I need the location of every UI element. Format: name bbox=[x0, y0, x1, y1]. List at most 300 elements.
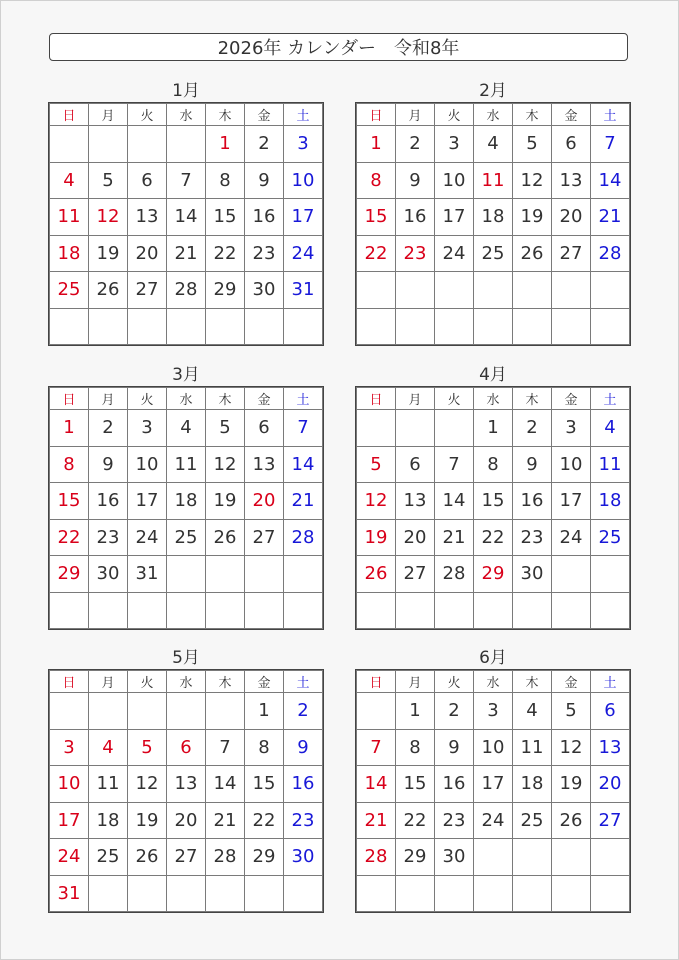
weekday-header: 土 bbox=[591, 104, 630, 126]
day-cell: 14 bbox=[357, 766, 396, 803]
day-cell: 19 bbox=[206, 483, 245, 520]
day-cell: 11 bbox=[50, 199, 89, 236]
week-row bbox=[50, 308, 323, 345]
month-title: 5月 bbox=[172, 648, 200, 668]
day-cell: 27 bbox=[591, 802, 630, 839]
day-cell bbox=[167, 693, 206, 730]
day-cell: 25 bbox=[167, 519, 206, 556]
day-cell bbox=[513, 272, 552, 309]
day-cell: 21 bbox=[167, 235, 206, 272]
day-cell: 5 bbox=[128, 729, 167, 766]
day-cell: 21 bbox=[284, 483, 323, 520]
day-cell: 19 bbox=[89, 235, 128, 272]
day-cell bbox=[128, 126, 167, 163]
day-cell bbox=[284, 592, 323, 629]
day-cell: 6 bbox=[167, 729, 206, 766]
weekday-header: 月 bbox=[89, 671, 128, 693]
month-title: 3月 bbox=[172, 365, 200, 385]
day-cell: 1 bbox=[50, 410, 89, 447]
weekday-header: 木 bbox=[206, 388, 245, 410]
day-cell: 27 bbox=[552, 235, 591, 272]
day-cell: 28 bbox=[206, 839, 245, 876]
day-cell bbox=[245, 308, 284, 345]
day-cell: 3 bbox=[435, 126, 474, 163]
weekday-header-row bbox=[357, 104, 630, 126]
day-cell: 2 bbox=[513, 410, 552, 447]
weekday-header: 火 bbox=[435, 104, 474, 126]
weekday-header: 水 bbox=[167, 104, 206, 126]
weekday-header: 土 bbox=[591, 388, 630, 410]
weekday-header: 木 bbox=[206, 671, 245, 693]
month-title: 4月 bbox=[479, 365, 507, 385]
day-cell: 4 bbox=[474, 126, 513, 163]
day-cell bbox=[396, 308, 435, 345]
day-cell bbox=[396, 410, 435, 447]
day-cell: 10 bbox=[435, 162, 474, 199]
day-cell: 21 bbox=[435, 519, 474, 556]
day-cell bbox=[474, 272, 513, 309]
weekday-header: 木 bbox=[513, 671, 552, 693]
weekday-header: 日 bbox=[357, 104, 396, 126]
day-cell: 1 bbox=[357, 126, 396, 163]
week-row bbox=[50, 729, 323, 766]
month-table bbox=[49, 387, 323, 629]
day-cell bbox=[167, 126, 206, 163]
day-cell: 9 bbox=[89, 446, 128, 483]
day-cell: 30 bbox=[513, 556, 552, 593]
day-cell: 2 bbox=[245, 126, 284, 163]
day-cell bbox=[474, 592, 513, 629]
day-cell: 2 bbox=[284, 693, 323, 730]
day-cell: 18 bbox=[513, 766, 552, 803]
day-cell: 8 bbox=[50, 446, 89, 483]
day-cell: 28 bbox=[357, 839, 396, 876]
day-cell: 6 bbox=[245, 410, 284, 447]
day-cell: 31 bbox=[284, 272, 323, 309]
day-cell: 11 bbox=[474, 162, 513, 199]
day-cell bbox=[435, 875, 474, 912]
weekday-header: 金 bbox=[245, 104, 284, 126]
day-cell: 19 bbox=[357, 519, 396, 556]
day-cell bbox=[89, 875, 128, 912]
week-row bbox=[357, 556, 630, 593]
day-cell: 12 bbox=[128, 766, 167, 803]
day-cell bbox=[435, 592, 474, 629]
day-cell: 13 bbox=[396, 483, 435, 520]
day-cell bbox=[167, 556, 206, 593]
day-cell: 15 bbox=[357, 199, 396, 236]
week-row bbox=[357, 235, 630, 272]
day-cell: 10 bbox=[474, 729, 513, 766]
day-cell: 4 bbox=[89, 729, 128, 766]
day-cell bbox=[50, 126, 89, 163]
day-cell: 16 bbox=[513, 483, 552, 520]
day-cell: 26 bbox=[552, 802, 591, 839]
day-cell bbox=[357, 592, 396, 629]
day-cell: 20 bbox=[245, 483, 284, 520]
day-cell: 23 bbox=[435, 802, 474, 839]
day-cell: 22 bbox=[50, 519, 89, 556]
day-cell bbox=[591, 592, 630, 629]
day-cell: 14 bbox=[284, 446, 323, 483]
day-cell bbox=[474, 839, 513, 876]
day-cell: 29 bbox=[396, 839, 435, 876]
day-cell: 13 bbox=[128, 199, 167, 236]
day-cell: 18 bbox=[474, 199, 513, 236]
day-cell: 29 bbox=[206, 272, 245, 309]
week-row bbox=[50, 519, 323, 556]
day-cell: 17 bbox=[50, 802, 89, 839]
day-cell: 8 bbox=[206, 162, 245, 199]
day-cell: 8 bbox=[474, 446, 513, 483]
day-cell bbox=[513, 875, 552, 912]
weekday-header-row bbox=[50, 671, 323, 693]
day-cell: 16 bbox=[396, 199, 435, 236]
week-row bbox=[357, 839, 630, 876]
day-cell: 18 bbox=[167, 483, 206, 520]
day-cell: 1 bbox=[206, 126, 245, 163]
day-cell: 26 bbox=[206, 519, 245, 556]
day-cell bbox=[167, 592, 206, 629]
weekday-header: 月 bbox=[89, 104, 128, 126]
day-cell: 15 bbox=[206, 199, 245, 236]
day-cell bbox=[513, 308, 552, 345]
day-cell bbox=[245, 875, 284, 912]
day-cell: 17 bbox=[435, 199, 474, 236]
day-cell: 25 bbox=[89, 839, 128, 876]
day-cell: 5 bbox=[89, 162, 128, 199]
day-cell bbox=[357, 410, 396, 447]
weekday-header: 金 bbox=[552, 671, 591, 693]
day-cell bbox=[128, 875, 167, 912]
day-cell: 26 bbox=[513, 235, 552, 272]
day-cell: 3 bbox=[128, 410, 167, 447]
day-cell bbox=[396, 272, 435, 309]
day-cell: 5 bbox=[206, 410, 245, 447]
day-cell: 12 bbox=[552, 729, 591, 766]
weekday-header: 金 bbox=[245, 388, 284, 410]
day-cell: 16 bbox=[435, 766, 474, 803]
week-row bbox=[357, 875, 630, 912]
week-row bbox=[50, 272, 323, 309]
week-row bbox=[357, 162, 630, 199]
day-cell: 27 bbox=[128, 272, 167, 309]
day-cell: 9 bbox=[396, 162, 435, 199]
week-row bbox=[50, 693, 323, 730]
week-row bbox=[357, 592, 630, 629]
week-row bbox=[50, 446, 323, 483]
day-cell: 9 bbox=[245, 162, 284, 199]
weekday-header: 金 bbox=[552, 388, 591, 410]
day-cell: 14 bbox=[206, 766, 245, 803]
day-cell bbox=[591, 839, 630, 876]
weekday-header: 水 bbox=[167, 388, 206, 410]
weekday-header: 火 bbox=[435, 671, 474, 693]
month-table bbox=[356, 103, 630, 345]
day-cell bbox=[396, 592, 435, 629]
day-cell: 10 bbox=[552, 446, 591, 483]
day-cell: 30 bbox=[284, 839, 323, 876]
week-row bbox=[357, 483, 630, 520]
month-table bbox=[356, 670, 630, 912]
week-row bbox=[357, 272, 630, 309]
day-cell: 4 bbox=[591, 410, 630, 447]
day-cell bbox=[357, 308, 396, 345]
day-cell: 25 bbox=[513, 802, 552, 839]
week-row bbox=[50, 802, 323, 839]
week-row bbox=[50, 766, 323, 803]
day-cell: 29 bbox=[474, 556, 513, 593]
day-cell: 26 bbox=[128, 839, 167, 876]
day-cell: 4 bbox=[167, 410, 206, 447]
day-cell: 29 bbox=[245, 839, 284, 876]
weekday-header: 日 bbox=[50, 671, 89, 693]
month-title: 2月 bbox=[479, 81, 507, 101]
week-row bbox=[357, 519, 630, 556]
day-cell bbox=[206, 592, 245, 629]
week-row bbox=[357, 410, 630, 447]
week-row bbox=[357, 802, 630, 839]
day-cell: 3 bbox=[552, 410, 591, 447]
week-row bbox=[50, 235, 323, 272]
week-row bbox=[50, 592, 323, 629]
week-row bbox=[50, 410, 323, 447]
weekday-header: 土 bbox=[284, 388, 323, 410]
day-cell: 1 bbox=[245, 693, 284, 730]
week-row bbox=[50, 199, 323, 236]
day-cell: 24 bbox=[474, 802, 513, 839]
day-cell: 5 bbox=[513, 126, 552, 163]
day-cell: 27 bbox=[396, 556, 435, 593]
day-cell: 17 bbox=[284, 199, 323, 236]
day-cell: 21 bbox=[591, 199, 630, 236]
day-cell: 3 bbox=[50, 729, 89, 766]
day-cell bbox=[89, 592, 128, 629]
month-table bbox=[49, 670, 323, 912]
day-cell bbox=[435, 272, 474, 309]
day-cell: 11 bbox=[591, 446, 630, 483]
weekday-header: 土 bbox=[591, 671, 630, 693]
weekday-header: 土 bbox=[284, 671, 323, 693]
day-cell: 4 bbox=[513, 693, 552, 730]
day-cell: 28 bbox=[435, 556, 474, 593]
day-cell bbox=[206, 308, 245, 345]
week-row bbox=[357, 446, 630, 483]
day-cell: 25 bbox=[474, 235, 513, 272]
weekday-header-row bbox=[357, 388, 630, 410]
day-cell bbox=[206, 556, 245, 593]
day-cell: 11 bbox=[513, 729, 552, 766]
weekday-header: 月 bbox=[89, 388, 128, 410]
weekday-header: 水 bbox=[474, 388, 513, 410]
week-row bbox=[50, 875, 323, 912]
day-cell: 10 bbox=[50, 766, 89, 803]
day-cell: 9 bbox=[513, 446, 552, 483]
day-cell: 27 bbox=[245, 519, 284, 556]
day-cell: 18 bbox=[591, 483, 630, 520]
day-cell: 15 bbox=[245, 766, 284, 803]
day-cell bbox=[591, 272, 630, 309]
day-cell: 9 bbox=[435, 729, 474, 766]
day-cell: 13 bbox=[591, 729, 630, 766]
day-cell bbox=[552, 875, 591, 912]
day-cell: 30 bbox=[435, 839, 474, 876]
day-cell bbox=[552, 272, 591, 309]
week-row bbox=[357, 308, 630, 345]
day-cell: 18 bbox=[89, 802, 128, 839]
weekday-header: 水 bbox=[167, 671, 206, 693]
day-cell: 24 bbox=[128, 519, 167, 556]
week-row bbox=[50, 126, 323, 163]
day-cell: 2 bbox=[89, 410, 128, 447]
day-cell bbox=[591, 556, 630, 593]
day-cell: 28 bbox=[167, 272, 206, 309]
week-row bbox=[357, 126, 630, 163]
day-cell bbox=[552, 556, 591, 593]
day-cell: 13 bbox=[167, 766, 206, 803]
weekday-header: 火 bbox=[128, 104, 167, 126]
day-cell bbox=[552, 839, 591, 876]
day-cell bbox=[284, 875, 323, 912]
day-cell: 30 bbox=[89, 556, 128, 593]
day-cell: 5 bbox=[357, 446, 396, 483]
day-cell: 8 bbox=[245, 729, 284, 766]
day-cell: 16 bbox=[245, 199, 284, 236]
day-cell: 16 bbox=[89, 483, 128, 520]
day-cell: 10 bbox=[284, 162, 323, 199]
day-cell: 20 bbox=[128, 235, 167, 272]
day-cell: 16 bbox=[284, 766, 323, 803]
day-cell: 25 bbox=[591, 519, 630, 556]
month-table bbox=[356, 387, 630, 629]
month-block bbox=[49, 79, 323, 345]
day-cell: 26 bbox=[89, 272, 128, 309]
weekday-header: 月 bbox=[396, 388, 435, 410]
day-cell: 19 bbox=[552, 766, 591, 803]
day-cell: 1 bbox=[474, 410, 513, 447]
day-cell: 6 bbox=[128, 162, 167, 199]
day-cell bbox=[513, 839, 552, 876]
day-cell: 4 bbox=[50, 162, 89, 199]
weekday-header: 金 bbox=[552, 104, 591, 126]
day-cell: 12 bbox=[513, 162, 552, 199]
day-cell: 14 bbox=[167, 199, 206, 236]
day-cell bbox=[591, 875, 630, 912]
day-cell: 28 bbox=[284, 519, 323, 556]
day-cell bbox=[474, 308, 513, 345]
day-cell: 19 bbox=[513, 199, 552, 236]
day-cell: 1 bbox=[396, 693, 435, 730]
weekday-header: 火 bbox=[128, 388, 167, 410]
day-cell: 5 bbox=[552, 693, 591, 730]
day-cell bbox=[357, 272, 396, 309]
day-cell: 8 bbox=[357, 162, 396, 199]
weekday-header: 日 bbox=[357, 671, 396, 693]
weekday-header: 月 bbox=[396, 671, 435, 693]
day-cell: 24 bbox=[50, 839, 89, 876]
day-cell bbox=[50, 693, 89, 730]
day-cell: 27 bbox=[167, 839, 206, 876]
week-row bbox=[357, 729, 630, 766]
day-cell: 23 bbox=[396, 235, 435, 272]
day-cell: 7 bbox=[167, 162, 206, 199]
day-cell bbox=[206, 875, 245, 912]
weekday-header: 月 bbox=[396, 104, 435, 126]
month-block bbox=[49, 646, 323, 912]
day-cell: 15 bbox=[474, 483, 513, 520]
day-cell: 17 bbox=[474, 766, 513, 803]
week-row bbox=[357, 766, 630, 803]
day-cell: 18 bbox=[50, 235, 89, 272]
weekday-header-row bbox=[50, 104, 323, 126]
day-cell bbox=[167, 875, 206, 912]
day-cell: 15 bbox=[50, 483, 89, 520]
weekday-header: 木 bbox=[513, 388, 552, 410]
day-cell: 20 bbox=[552, 199, 591, 236]
day-cell: 23 bbox=[513, 519, 552, 556]
weekday-header: 土 bbox=[284, 104, 323, 126]
week-row bbox=[50, 483, 323, 520]
day-cell bbox=[591, 308, 630, 345]
weekday-header: 水 bbox=[474, 104, 513, 126]
day-cell: 23 bbox=[284, 802, 323, 839]
day-cell: 24 bbox=[552, 519, 591, 556]
week-row bbox=[357, 693, 630, 730]
day-cell: 7 bbox=[435, 446, 474, 483]
weekday-header: 水 bbox=[474, 671, 513, 693]
weekday-header: 金 bbox=[245, 671, 284, 693]
day-cell: 22 bbox=[474, 519, 513, 556]
day-cell: 14 bbox=[435, 483, 474, 520]
day-cell: 11 bbox=[167, 446, 206, 483]
weekday-header: 火 bbox=[128, 671, 167, 693]
weekday-header-row bbox=[50, 388, 323, 410]
day-cell bbox=[167, 308, 206, 345]
day-cell bbox=[284, 556, 323, 593]
day-cell: 7 bbox=[284, 410, 323, 447]
day-cell: 23 bbox=[89, 519, 128, 556]
week-row bbox=[50, 839, 323, 876]
day-cell: 22 bbox=[357, 235, 396, 272]
day-cell: 24 bbox=[435, 235, 474, 272]
month-block bbox=[356, 79, 630, 345]
day-cell: 12 bbox=[89, 199, 128, 236]
day-cell bbox=[357, 875, 396, 912]
day-cell: 11 bbox=[89, 766, 128, 803]
month-title: 1月 bbox=[172, 81, 200, 101]
day-cell bbox=[474, 875, 513, 912]
day-cell: 28 bbox=[591, 235, 630, 272]
day-cell: 14 bbox=[591, 162, 630, 199]
day-cell: 21 bbox=[357, 802, 396, 839]
day-cell: 29 bbox=[50, 556, 89, 593]
day-cell: 20 bbox=[396, 519, 435, 556]
week-row bbox=[50, 556, 323, 593]
day-cell: 7 bbox=[357, 729, 396, 766]
weekday-header: 日 bbox=[50, 388, 89, 410]
day-cell: 17 bbox=[128, 483, 167, 520]
day-cell bbox=[50, 308, 89, 345]
day-cell bbox=[89, 126, 128, 163]
day-cell: 12 bbox=[206, 446, 245, 483]
day-cell: 21 bbox=[206, 802, 245, 839]
day-cell: 6 bbox=[591, 693, 630, 730]
day-cell: 23 bbox=[245, 235, 284, 272]
day-cell bbox=[206, 693, 245, 730]
day-cell: 22 bbox=[396, 802, 435, 839]
day-cell bbox=[245, 592, 284, 629]
day-cell bbox=[89, 308, 128, 345]
